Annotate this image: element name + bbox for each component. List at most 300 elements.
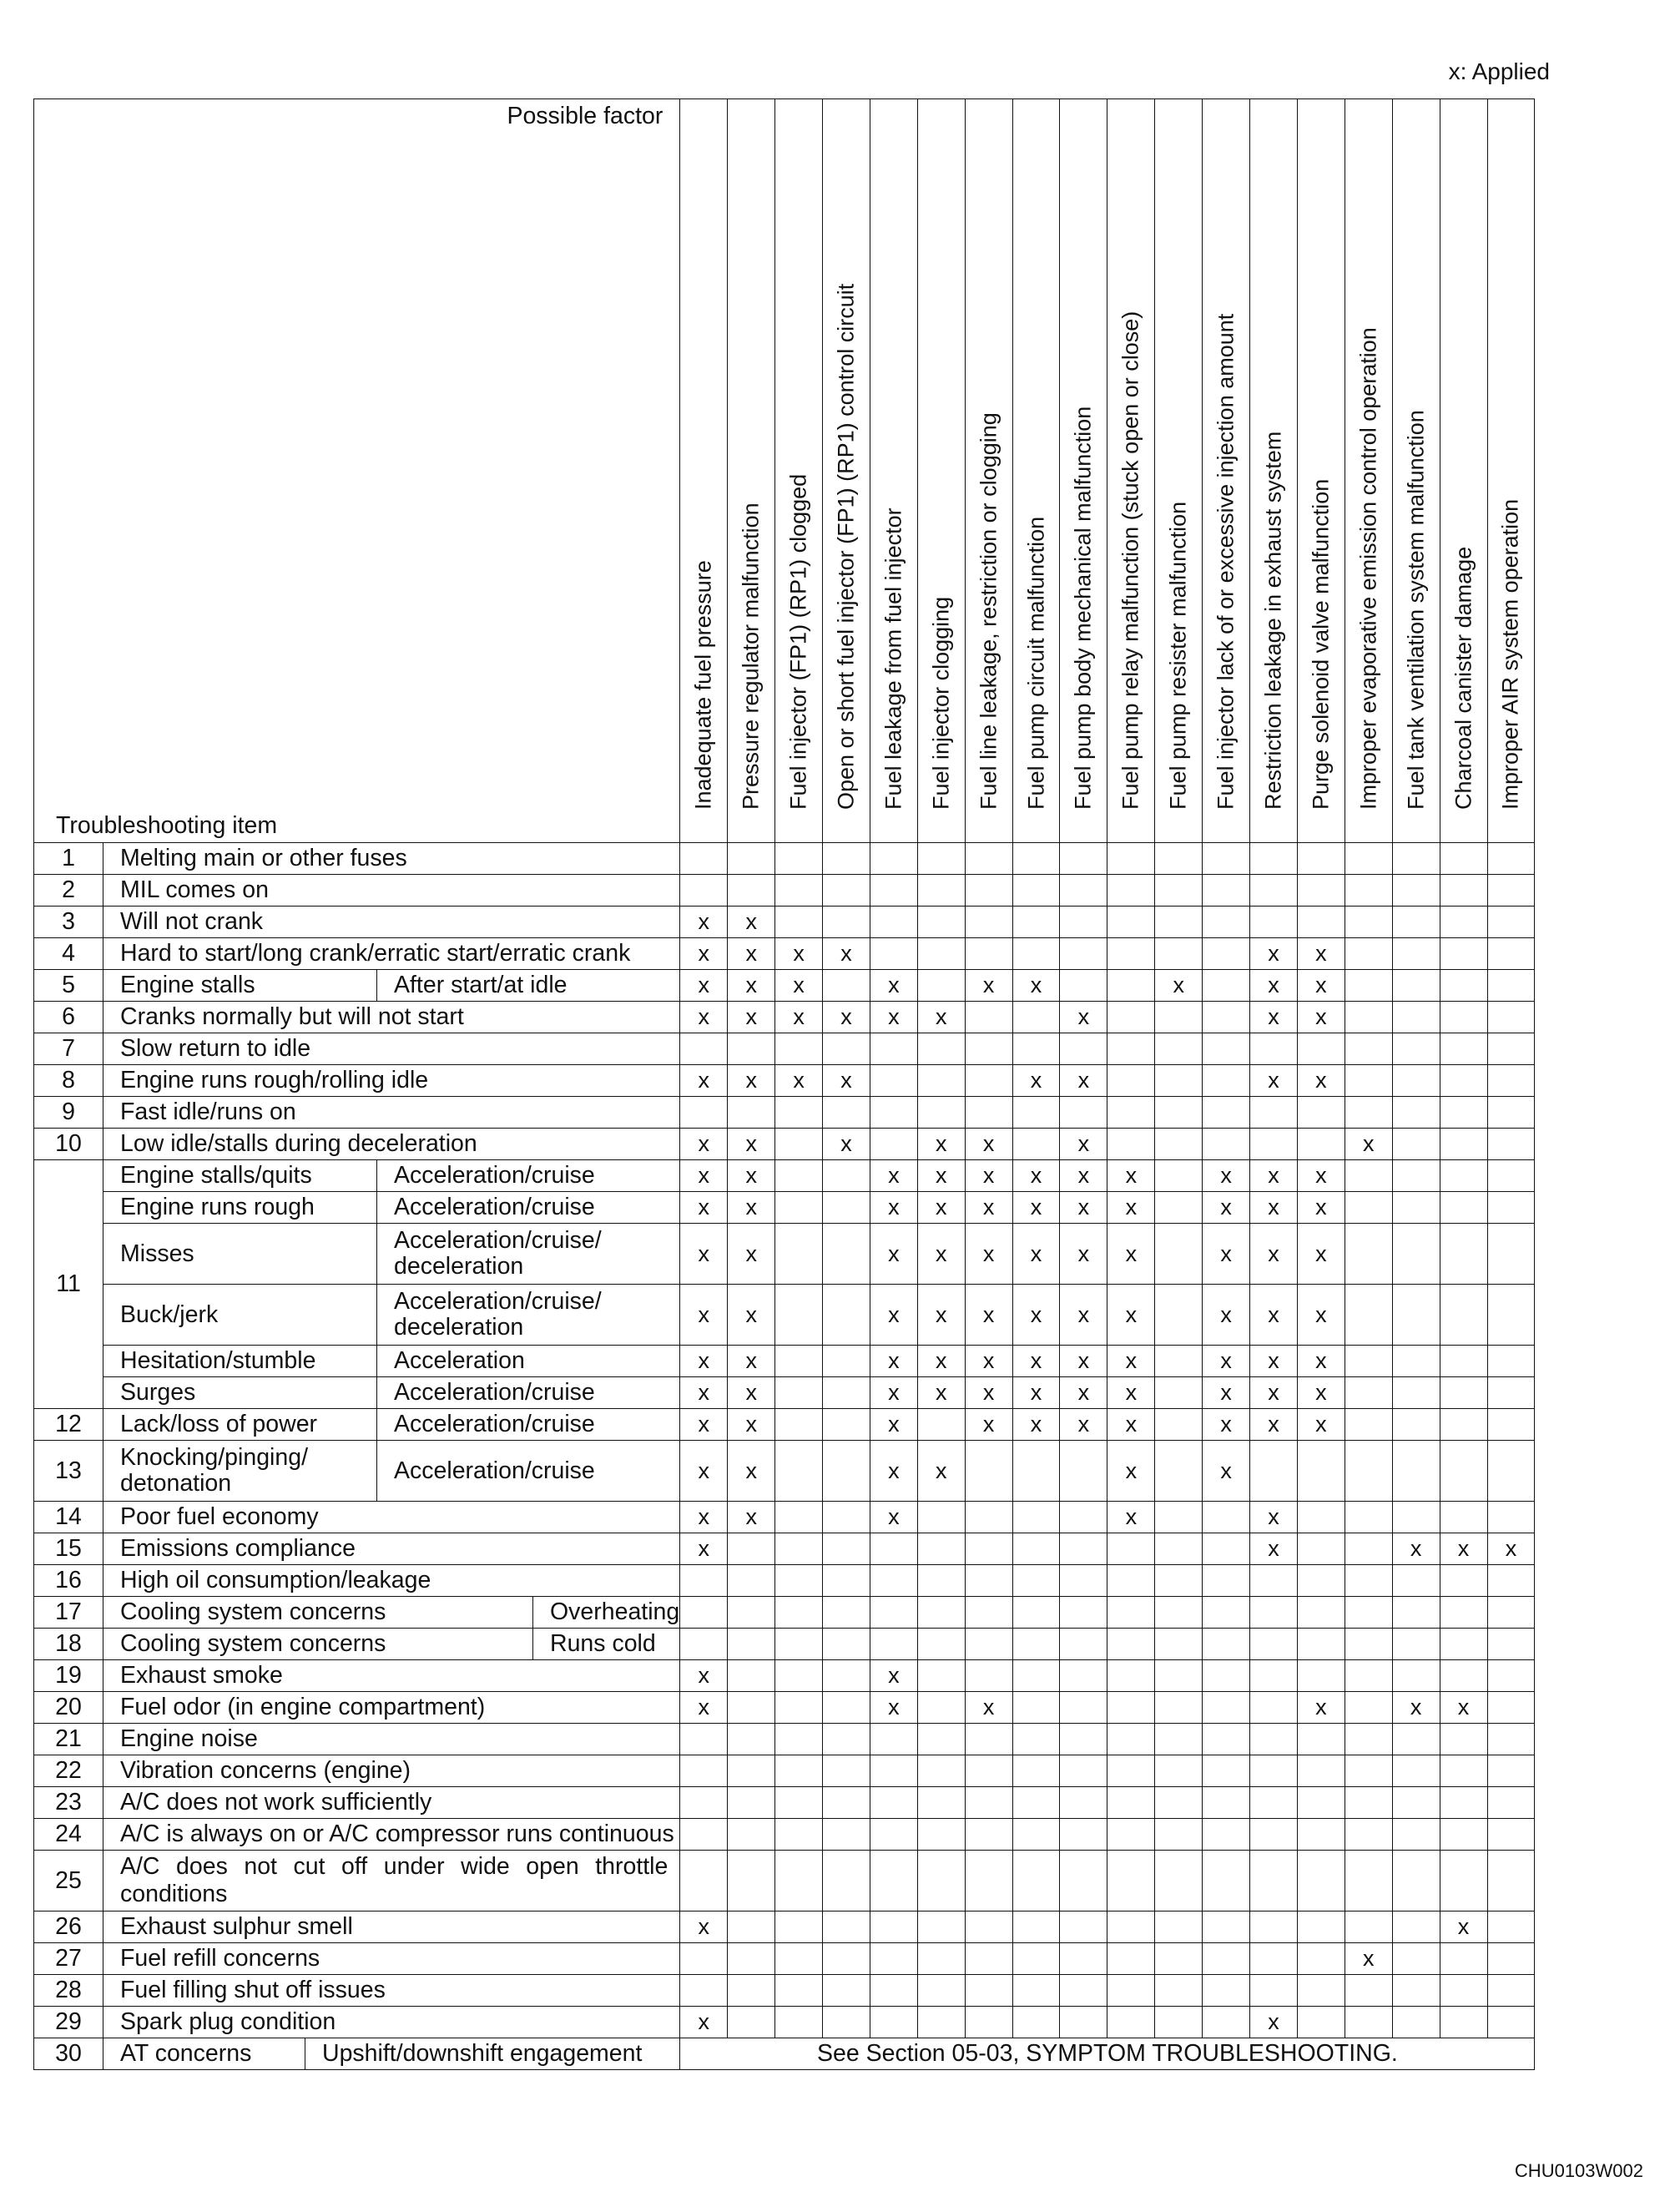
empty-cell (1155, 1033, 1203, 1065)
empty-cell (870, 907, 917, 938)
item-label: Engine stalls/quits (103, 1160, 377, 1192)
empty-cell (1203, 1724, 1250, 1755)
applied-mark: x (917, 1192, 965, 1224)
empty-cell (1440, 1597, 1487, 1629)
applied-mark: x (680, 1409, 728, 1441)
item-label: A/C does not work sufficiently (103, 1787, 680, 1819)
empty-cell (1392, 875, 1440, 907)
empty-cell (728, 1787, 775, 1819)
item-label: Poor fuel economy (103, 1502, 680, 1533)
empty-cell (1440, 1065, 1487, 1097)
empty-cell (775, 1441, 823, 1502)
empty-cell (823, 1441, 870, 1502)
factor-header (1440, 99, 1487, 843)
condition-label: Acceleration/cruise (377, 1377, 680, 1409)
empty-cell (917, 1097, 965, 1129)
empty-cell (1107, 970, 1155, 1002)
empty-cell (1250, 1441, 1298, 1502)
item-label: Hesitation/stumble (103, 1346, 377, 1377)
empty-cell (1345, 875, 1392, 907)
empty-cell (870, 1975, 917, 2007)
applied-mark: x (1392, 1533, 1440, 1565)
table-row (34, 1033, 1535, 1065)
empty-cell (1487, 1285, 1535, 1346)
empty-cell (1392, 1629, 1440, 1660)
empty-cell (1392, 2007, 1440, 2038)
applied-mark: x (728, 970, 775, 1002)
empty-cell (823, 843, 870, 875)
empty-cell (1155, 1160, 1203, 1192)
empty-cell (1392, 938, 1440, 970)
row-number: 25 (34, 1851, 103, 1912)
factor-label: Inadequate fuel pressure (690, 560, 716, 810)
empty-cell (1155, 1787, 1203, 1819)
empty-cell (1155, 1533, 1203, 1565)
empty-cell (728, 1692, 775, 1724)
empty-cell (1107, 1724, 1155, 1755)
applied-mark: x (1297, 1692, 1345, 1724)
empty-cell (1203, 1065, 1250, 1097)
empty-cell (965, 938, 1012, 970)
empty-cell (823, 1160, 870, 1192)
item-label: Engine stalls (103, 970, 377, 1002)
item-label: Hard to start/long crank/erratic start/erratic crank (103, 938, 680, 970)
factor-label: Pressure regulator malfunction (738, 502, 764, 810)
empty-cell (1203, 875, 1250, 907)
applied-mark: x (870, 1502, 917, 1533)
empty-cell (1392, 907, 1440, 938)
row-number: 30 (34, 2038, 103, 2070)
empty-cell (728, 1724, 775, 1755)
empty-cell (1012, 1033, 1060, 1065)
empty-cell (728, 1097, 775, 1129)
applied-mark: x (870, 970, 917, 1002)
empty-cell (1155, 1224, 1203, 1285)
row-number: 28 (34, 1975, 103, 2007)
empty-cell (823, 1192, 870, 1224)
applied-mark: x (1107, 1285, 1155, 1346)
empty-cell (680, 1565, 728, 1597)
empty-cell (1203, 1692, 1250, 1724)
empty-cell (917, 938, 965, 970)
empty-cell (1107, 1565, 1155, 1597)
applied-mark: x (680, 1912, 728, 1943)
factor-header (1155, 99, 1203, 843)
empty-cell (1155, 1660, 1203, 1692)
factor-header (870, 99, 917, 843)
empty-cell (1012, 1755, 1060, 1787)
empty-cell (1012, 1629, 1060, 1660)
condition-label: Acceleration/cruise (377, 1192, 680, 1224)
empty-cell (1155, 1912, 1203, 1943)
empty-cell (1107, 1533, 1155, 1565)
applied-mark: x (1250, 970, 1298, 1002)
empty-cell (1440, 1724, 1487, 1755)
empty-cell (1250, 1597, 1298, 1629)
empty-cell (1155, 1975, 1203, 2007)
applied-mark: x (1203, 1285, 1250, 1346)
empty-cell (1345, 907, 1392, 938)
applied-mark: x (823, 938, 870, 970)
empty-cell (965, 1912, 1012, 1943)
applied-mark: x (680, 1692, 728, 1724)
empty-cell (917, 1975, 965, 2007)
row-number: 29 (34, 2007, 103, 2038)
factor-header (680, 99, 728, 843)
empty-cell (917, 970, 965, 1002)
empty-cell (1440, 1192, 1487, 1224)
applied-mark: x (1250, 1192, 1298, 1224)
empty-cell (1203, 1755, 1250, 1787)
empty-cell (1012, 1097, 1060, 1129)
empty-cell (1203, 1033, 1250, 1065)
see-section-note: See Section 05-03, SYMPTOM TROUBLESHOOTING. (680, 2038, 1535, 2070)
empty-cell (823, 1787, 870, 1819)
applied-mark: x (823, 1065, 870, 1097)
empty-cell (1250, 1565, 1298, 1597)
applied-mark: x (1107, 1409, 1155, 1441)
empty-cell (775, 1565, 823, 1597)
empty-cell (1250, 1692, 1298, 1724)
empty-cell (1155, 2007, 1203, 2038)
empty-cell (1440, 1975, 1487, 2007)
applied-mark: x (775, 938, 823, 970)
empty-cell (680, 1033, 728, 1065)
applied-mark: x (870, 1377, 917, 1409)
header-row (34, 99, 1535, 843)
applied-mark: x (870, 1660, 917, 1692)
empty-cell (823, 1692, 870, 1724)
empty-cell (870, 1851, 917, 1912)
empty-cell (775, 1409, 823, 1441)
row-number: 26 (34, 1912, 103, 1943)
applied-mark: x (728, 1002, 775, 1033)
applied-mark: x (1250, 1285, 1298, 1346)
empty-cell (1487, 1097, 1535, 1129)
empty-cell (680, 1851, 728, 1912)
empty-cell (1060, 1533, 1107, 1565)
empty-cell (1297, 1441, 1345, 1502)
empty-cell (870, 1912, 917, 1943)
empty-cell (728, 1660, 775, 1692)
empty-cell (823, 1943, 870, 1975)
table-row (34, 1502, 1535, 1533)
factor-header (917, 99, 965, 843)
applied-mark: x (1012, 970, 1060, 1002)
empty-cell (1345, 1192, 1392, 1224)
table-row (34, 1819, 1535, 1851)
empty-cell (1155, 1346, 1203, 1377)
empty-cell (1392, 1851, 1440, 1912)
applied-mark: x (680, 938, 728, 970)
item-label: A/C is always on or A/C compressor runs continuous (103, 1819, 680, 1851)
table-row (34, 1441, 1535, 1502)
applied-mark: x (1250, 2007, 1298, 2038)
empty-cell (965, 1851, 1012, 1912)
empty-cell (1250, 1755, 1298, 1787)
empty-cell (728, 1851, 775, 1912)
empty-cell (1155, 1409, 1203, 1441)
empty-cell (775, 1377, 823, 1409)
empty-cell (775, 1975, 823, 2007)
empty-cell (1297, 1819, 1345, 1851)
empty-cell (1345, 2007, 1392, 2038)
empty-cell (1487, 1129, 1535, 1160)
empty-cell (775, 875, 823, 907)
empty-cell (823, 2007, 870, 2038)
table-row (34, 1533, 1535, 1565)
applied-mark: x (870, 1002, 917, 1033)
applied-mark: x (823, 1129, 870, 1160)
applied-mark: x (1203, 1224, 1250, 1285)
table-row (34, 1660, 1535, 1692)
empty-cell (1155, 1692, 1203, 1724)
empty-cell (1440, 1285, 1487, 1346)
empty-cell (1345, 1912, 1392, 1943)
empty-cell (965, 843, 1012, 875)
row-number: 12 (34, 1409, 103, 1441)
empty-cell (1345, 1224, 1392, 1285)
empty-cell (1440, 938, 1487, 970)
empty-cell (1250, 1724, 1298, 1755)
applied-mark: x (917, 1441, 965, 1502)
table-row (34, 1346, 1535, 1377)
empty-cell (1440, 1097, 1487, 1129)
item-label: Engine runs rough/rolling idle (103, 1065, 680, 1097)
empty-cell (870, 1629, 917, 1660)
table-row (34, 1943, 1535, 1975)
applied-mark: x (1060, 1409, 1107, 1441)
empty-cell (823, 1660, 870, 1692)
empty-cell (917, 907, 965, 938)
applied-mark: x (680, 1129, 728, 1160)
empty-cell (1155, 1377, 1203, 1409)
item-label: Low idle/stalls during deceleration (103, 1129, 680, 1160)
factor-label: Fuel injector lack of or excessive injection amount (1213, 313, 1239, 810)
empty-cell (1297, 907, 1345, 938)
empty-cell (1012, 1912, 1060, 1943)
applied-mark: x (1487, 1533, 1535, 1565)
applied-mark: x (680, 1285, 728, 1346)
item-label: Emissions compliance (103, 1533, 680, 1565)
empty-cell (1250, 875, 1298, 907)
empty-cell (1060, 1597, 1107, 1629)
empty-cell (775, 1755, 823, 1787)
empty-cell (917, 1033, 965, 1065)
empty-cell (1392, 1912, 1440, 1943)
empty-cell (1345, 1002, 1392, 1033)
empty-cell (1345, 843, 1392, 875)
applied-mark: x (965, 1160, 1012, 1192)
empty-cell (1203, 1912, 1250, 1943)
applied-mark: x (728, 1160, 775, 1192)
empty-cell (775, 1851, 823, 1912)
table-row (34, 1724, 1535, 1755)
applied-mark: x (1297, 1285, 1345, 1346)
row-number: 16 (34, 1565, 103, 1597)
item-label: Engine runs rough (103, 1192, 377, 1224)
applied-mark: x (917, 1377, 965, 1409)
applied-mark: x (1203, 1441, 1250, 1502)
applied-mark: x (917, 1002, 965, 1033)
empty-cell (1487, 970, 1535, 1002)
empty-cell (1297, 1851, 1345, 1912)
empty-cell (728, 1533, 775, 1565)
row-number: 8 (34, 1065, 103, 1097)
factor-header (1345, 99, 1392, 843)
applied-mark: x (728, 1065, 775, 1097)
empty-cell (1440, 2007, 1487, 2038)
empty-cell (870, 843, 917, 875)
applied-mark: x (917, 1129, 965, 1160)
table-row (34, 1129, 1535, 1160)
empty-cell (1487, 1160, 1535, 1192)
empty-cell (870, 1943, 917, 1975)
condition-label: Acceleration/cruise (377, 1441, 680, 1502)
empty-cell (917, 1692, 965, 1724)
empty-cell (680, 1629, 728, 1660)
table-row (34, 1065, 1535, 1097)
empty-cell (775, 1346, 823, 1377)
empty-cell (1012, 1597, 1060, 1629)
empty-cell (1297, 1502, 1345, 1533)
empty-cell (1392, 1002, 1440, 1033)
empty-cell (1440, 1033, 1487, 1065)
applied-mark: x (1060, 1065, 1107, 1097)
applied-mark: x (1297, 1409, 1345, 1441)
empty-cell (775, 1502, 823, 1533)
empty-cell (1155, 1065, 1203, 1097)
item-label: Fuel filling shut off issues (103, 1975, 680, 2007)
empty-cell (823, 1597, 870, 1629)
empty-cell (917, 1912, 965, 1943)
empty-cell (1345, 1409, 1392, 1441)
condition-label: Upshift/downshift engagement (305, 2038, 680, 2070)
empty-cell (965, 1502, 1012, 1533)
table-row (34, 1975, 1535, 2007)
empty-cell (1060, 1975, 1107, 2007)
condition-label: Acceleration/cruise/ deceleration (377, 1285, 680, 1346)
applied-mark: x (965, 1692, 1012, 1724)
applied-mark: x (1297, 970, 1345, 1002)
table-row (34, 1002, 1535, 1033)
factor-label: Open or short fuel injector (FP1) (RP1) control circuit (833, 283, 859, 810)
empty-cell (965, 1819, 1012, 1851)
empty-cell (1203, 1129, 1250, 1160)
empty-cell (917, 1787, 965, 1819)
condition-label: Acceleration/cruise/ deceleration (377, 1224, 680, 1285)
item-label: Buck/jerk (103, 1285, 377, 1346)
applied-mark: x (1250, 1065, 1298, 1097)
empty-cell (1297, 1629, 1345, 1660)
table-row (34, 1285, 1535, 1346)
applied-mark: x (680, 1660, 728, 1692)
factor-header (728, 99, 775, 843)
applied-mark: x (1345, 1943, 1392, 1975)
empty-cell (917, 1851, 965, 1912)
empty-cell (917, 1409, 965, 1441)
applied-mark: x (1012, 1160, 1060, 1192)
empty-cell (1440, 1129, 1487, 1160)
empty-cell (728, 1565, 775, 1597)
item-label: Slow return to idle (103, 1033, 680, 1065)
empty-cell (1107, 1660, 1155, 1692)
empty-cell (1297, 1943, 1345, 1975)
applied-mark: x (1107, 1502, 1155, 1533)
empty-cell (1487, 843, 1535, 875)
empty-cell (1060, 1724, 1107, 1755)
header-label-cell (34, 99, 680, 843)
applied-mark: x (728, 1346, 775, 1377)
empty-cell (775, 1224, 823, 1285)
applied-mark: x (1060, 1377, 1107, 1409)
empty-cell (1203, 1851, 1250, 1912)
empty-cell (823, 1975, 870, 2007)
item-label: A/C does not cut off under wide open throttle conditions (103, 1851, 680, 1912)
empty-cell (1155, 1002, 1203, 1033)
empty-cell (823, 875, 870, 907)
empty-cell (728, 875, 775, 907)
empty-cell (1487, 875, 1535, 907)
table-row (34, 1692, 1535, 1724)
empty-cell (1487, 907, 1535, 938)
empty-cell (1345, 1565, 1392, 1597)
empty-cell (965, 1975, 1012, 2007)
table-body (34, 843, 1535, 2070)
empty-cell (917, 1629, 965, 1660)
empty-cell (728, 1943, 775, 1975)
empty-cell (1107, 2007, 1155, 2038)
empty-cell (775, 1129, 823, 1160)
applied-mark: x (775, 1065, 823, 1097)
empty-cell (1487, 1409, 1535, 1441)
document-id: CHU0103W002 (1514, 2160, 1643, 2181)
condition-label: Acceleration (377, 1346, 680, 1377)
applied-mark: x (680, 1441, 728, 1502)
item-label: Exhaust sulphur smell (103, 1912, 680, 1943)
empty-cell (1012, 843, 1060, 875)
factor-header (1297, 99, 1345, 843)
empty-cell (1250, 1787, 1298, 1819)
applied-mark: x (728, 1441, 775, 1502)
empty-cell (1060, 1851, 1107, 1912)
empty-cell (1440, 907, 1487, 938)
empty-cell (917, 1660, 965, 1692)
empty-cell (1107, 1097, 1155, 1129)
empty-cell (1487, 1943, 1535, 1975)
empty-cell (1012, 1851, 1060, 1912)
empty-cell (1155, 938, 1203, 970)
empty-cell (1203, 1502, 1250, 1533)
applied-mark: x (775, 970, 823, 1002)
empty-cell (1345, 1629, 1392, 1660)
row-number: 10 (34, 1129, 103, 1160)
row-number: 4 (34, 938, 103, 970)
empty-cell (1060, 1629, 1107, 1660)
empty-cell (1155, 1129, 1203, 1160)
empty-cell (1107, 938, 1155, 970)
applied-mark: x (680, 970, 728, 1002)
empty-cell (728, 1912, 775, 1943)
empty-cell (1487, 1033, 1535, 1065)
applied-mark: x (1250, 1002, 1298, 1033)
row-number: 6 (34, 1002, 103, 1033)
table-row (34, 1851, 1535, 1912)
empty-cell (775, 1660, 823, 1692)
table-row (34, 1755, 1535, 1787)
empty-cell (775, 1629, 823, 1660)
empty-cell (1107, 1597, 1155, 1629)
